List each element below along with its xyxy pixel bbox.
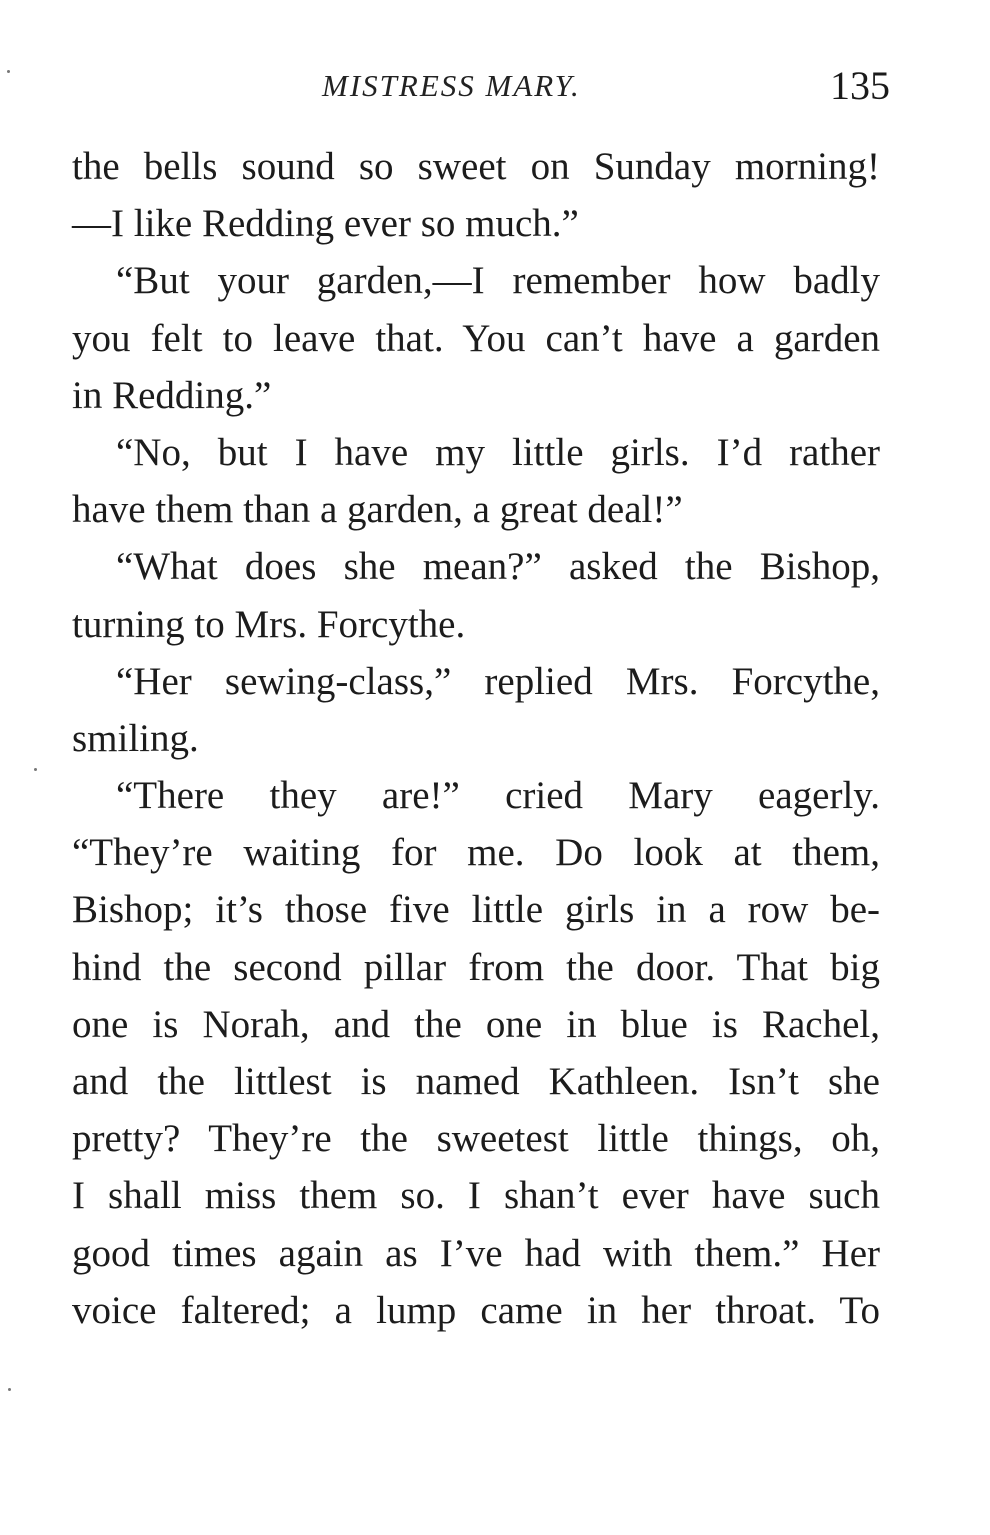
text-line: in Redding.”: [72, 373, 272, 417]
text-line: —I like Redding ever so much.”: [72, 202, 579, 246]
body-text: [72, 138, 880, 1339]
text-line: “But your garden,—I remember how badly: [116, 259, 880, 303]
text-line: “They’re waiting for me. Do look at them,: [72, 831, 880, 875]
scan-speck: [34, 768, 37, 771]
text-line: “There they are!” cried Mary eagerly.: [116, 774, 880, 818]
text-line: smiling.: [72, 716, 199, 760]
text-line: Bishop; it’s those five little girls in a row be-: [72, 888, 880, 932]
running-head: [70, 62, 892, 116]
text-line: have them than a garden, a great deal!”: [72, 488, 683, 532]
running-head-title: MISTRESS MARY.: [322, 68, 581, 103]
text-line: one is Norah, and the one in blue is Rachel,: [72, 1002, 880, 1046]
text-line: “No, but I have my little girls. I’d rather: [116, 430, 880, 474]
text-line: “Her sewing-class,” replied Mrs. Forcythe,: [116, 659, 880, 703]
scan-speck: [7, 70, 10, 73]
text-line: and the littlest is named Kathleen. Isn’t she: [72, 1060, 880, 1103]
text-line: hind the second pillar from the door. That big: [72, 945, 880, 989]
text-line: “What does she mean?” asked the Bishop,: [116, 545, 880, 589]
text-line: pretty? They’re the sweetest little things, oh,: [72, 1117, 880, 1161]
scan-speck: [8, 1388, 11, 1391]
text-line: voice faltered; a lump came in her throat. To: [72, 1288, 880, 1332]
text-line: the bells sound so sweet on Sunday morning!: [72, 145, 880, 188]
page-number: 135: [830, 63, 890, 108]
text-line: good times again as I’ve had with them.” Her: [72, 1231, 880, 1275]
text-line: you felt to leave that. You can’t have a garden: [72, 316, 880, 360]
text-line: I shall miss them so. I shan’t ever have such: [72, 1174, 880, 1218]
text-line: turning to Mrs. Forcythe.: [72, 602, 466, 646]
